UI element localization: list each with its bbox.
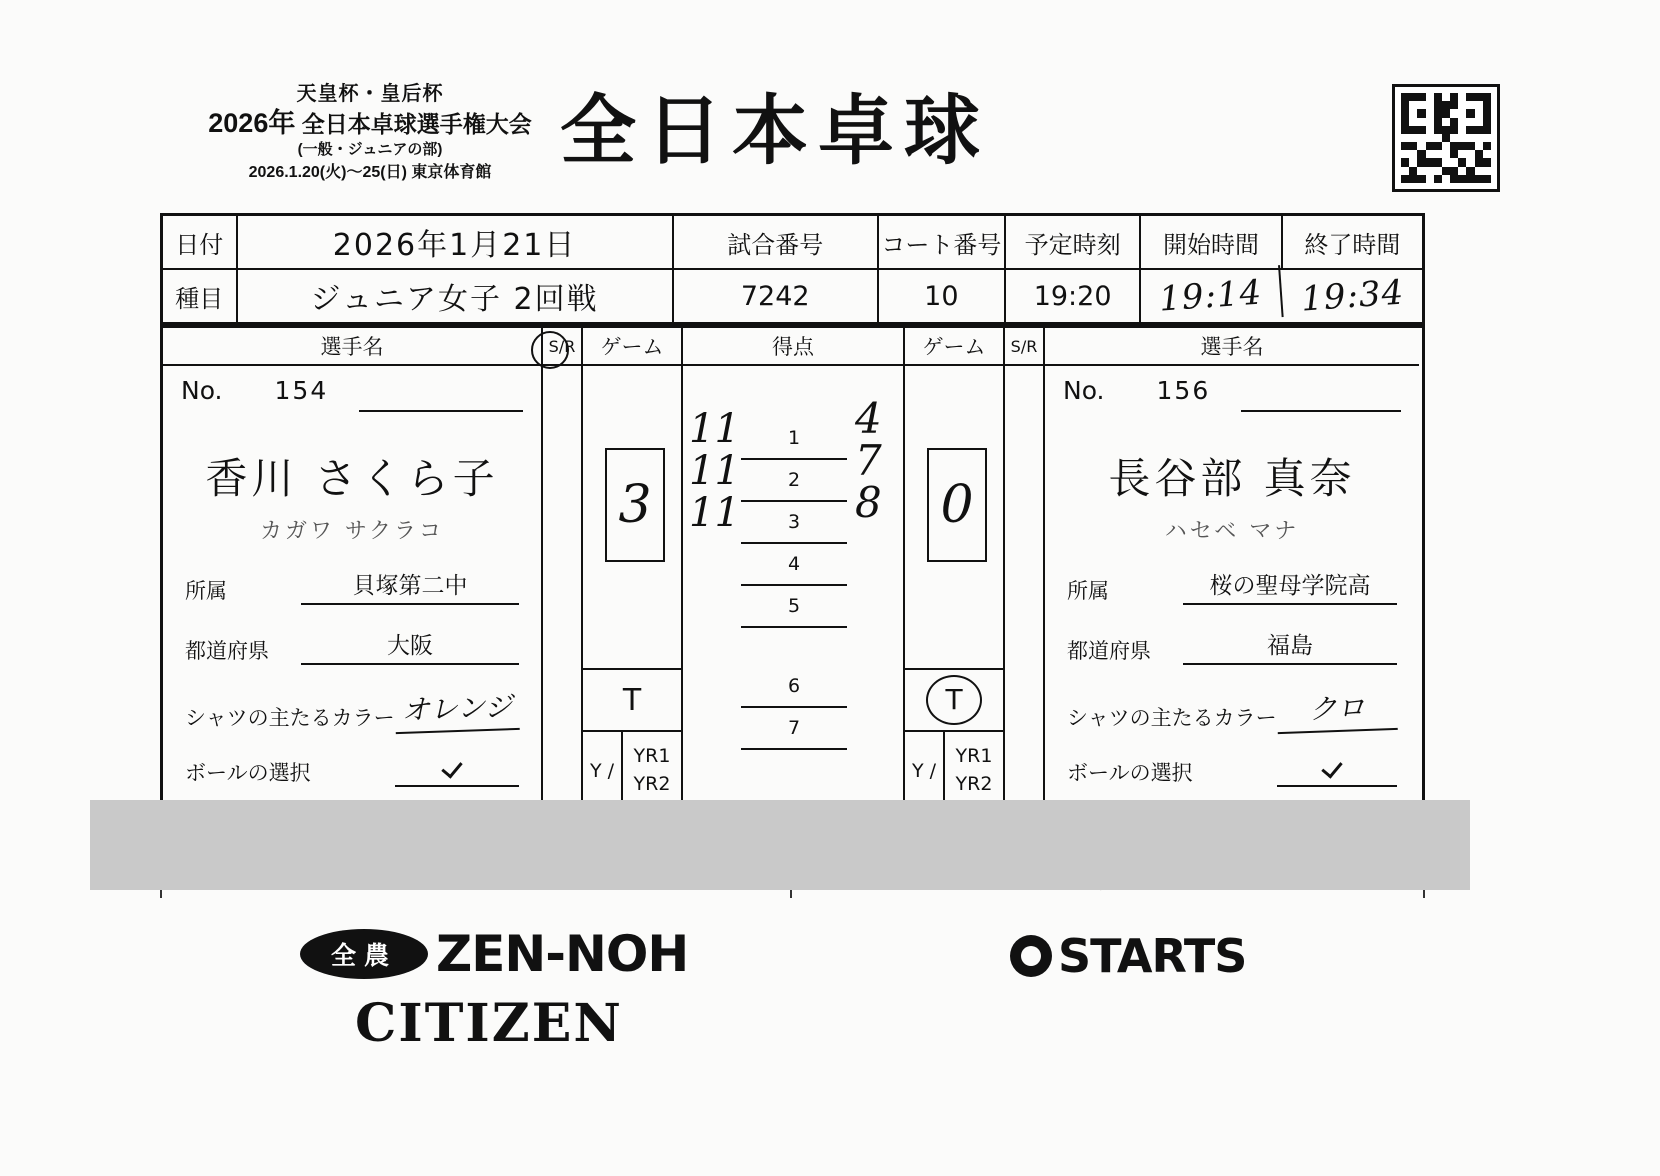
- game-row-1: 1: [741, 418, 847, 460]
- right-shirt-color-value: クロ: [1276, 685, 1397, 734]
- zennoh-mark: 全農: [300, 929, 428, 979]
- match-number-value: 7242: [674, 270, 879, 322]
- right-player-name-header: 選手名: [1045, 328, 1419, 366]
- left-prefecture-value: 大阪: [301, 627, 519, 665]
- right-yellow-card-label: Y /: [905, 732, 945, 808]
- court-number-value: 10: [879, 270, 1006, 322]
- right-sr-header: S/R: [1005, 328, 1043, 366]
- left-shirt-color-label: シャツの主たるカラー: [185, 706, 395, 730]
- left-player-name: 香川 さくら子: [205, 454, 499, 503]
- tournament-title-line: [200, 107, 540, 141]
- right-prefecture-row: [1067, 627, 1397, 665]
- left-prefecture-row: [185, 627, 519, 665]
- right-ball-choice-label: ボールの選択: [1067, 761, 1193, 785]
- zennoh-logo: [300, 925, 688, 983]
- match-info-table: [160, 213, 1425, 325]
- left-points-game-3: 11: [689, 490, 740, 536]
- left-yr-labels: [623, 742, 681, 798]
- right-ball-choice-row: [1067, 754, 1397, 787]
- tournament-cup-name: 天皇杯・皇后杯: [296, 83, 444, 105]
- right-game-score-box: [927, 448, 987, 562]
- left-player-panel: [163, 328, 543, 882]
- date-value: 2026年1月21日: [238, 216, 674, 268]
- right-shirt-color-row: [1067, 687, 1397, 732]
- start-time-value: 19:14: [1140, 265, 1285, 327]
- right-player-name: 長谷部 真奈: [1108, 454, 1356, 503]
- citizen-logo: CITIZEN: [355, 993, 623, 1054]
- right-player-kana: ハセベ マナ: [1164, 519, 1300, 544]
- left-no-underline: [359, 409, 523, 412]
- right-player-no: [1045, 366, 1419, 405]
- right-sr-column: [1005, 328, 1045, 882]
- start-time-label: 開始時間: [1141, 216, 1282, 268]
- game-row-5: 5: [741, 586, 847, 628]
- game-row-7: 7: [741, 708, 847, 750]
- left-game-header: ゲーム: [583, 328, 681, 366]
- left-no-label: No.: [181, 376, 223, 405]
- left-points-game-1: 11: [689, 406, 740, 452]
- left-affiliation-value: 貝塚第二中: [301, 567, 519, 605]
- tournament-info: [200, 82, 540, 183]
- checkmark-icon: [444, 754, 470, 776]
- right-yr-labels: [945, 742, 1003, 798]
- right-timeout-cell: [905, 668, 1003, 730]
- game-row-4: 4: [741, 544, 847, 586]
- left-player-no: [163, 366, 541, 405]
- left-points-game-2: 11: [689, 448, 740, 494]
- right-shirt-color-label: シャツの主たるカラー: [1067, 706, 1277, 730]
- starts-mark-icon: [1010, 935, 1052, 977]
- left-game-score-box: [605, 448, 665, 562]
- starts-logo: [1010, 929, 1246, 983]
- left-game-column: [583, 328, 683, 882]
- end-time-label: 終了時間: [1304, 230, 1401, 259]
- game-row-6: 6: [741, 666, 847, 708]
- right-prefecture-label: 都道府県: [1067, 639, 1151, 663]
- right-timeout-label: T: [926, 675, 982, 725]
- scheduled-time-value: 19:20: [1006, 270, 1142, 322]
- right-player-panel: [1045, 328, 1419, 882]
- right-no-underline: [1241, 409, 1401, 412]
- tournament-division: (一般・ジュニアの部): [297, 140, 443, 158]
- right-prefecture-value: 福島: [1183, 627, 1397, 665]
- right-no-value: 156: [1156, 376, 1211, 405]
- right-affiliation-value: 桜の聖母学院高: [1183, 567, 1397, 605]
- left-ball-choice-check: [395, 754, 519, 787]
- left-card-cell: [583, 730, 681, 808]
- left-sr-column: [543, 328, 583, 882]
- left-yr1-label: YR1: [633, 745, 671, 767]
- sr-circle-icon: [531, 331, 569, 369]
- right-ball-choice-check: [1277, 754, 1397, 787]
- left-sr-label: S/R: [548, 336, 576, 356]
- left-timeout-label: T: [622, 682, 642, 718]
- left-shirt-color-row: [185, 687, 519, 732]
- right-game-header: ゲーム: [905, 328, 1003, 366]
- event-logo-title: 全日本卓球: [560, 86, 990, 175]
- game-row-2: 2: [741, 460, 847, 502]
- qr-code-icon: [1392, 84, 1500, 192]
- info-row-event: [163, 268, 1422, 322]
- checkmark-icon: [1324, 754, 1350, 776]
- right-game-score: 0: [940, 475, 974, 535]
- tournament-name: 全日本卓球選手権大会: [301, 111, 532, 137]
- match-number-label: 試合番号: [674, 216, 879, 268]
- end-time-value: 19:34: [1299, 272, 1406, 320]
- tournament-dates-venue: 2026.1.20(火)〜25(日) 東京体育館: [248, 163, 492, 181]
- redaction-bar: [90, 800, 1470, 890]
- left-affiliation-row: [185, 567, 519, 605]
- scheduled-time-label: 予定時刻: [1006, 216, 1142, 268]
- left-ball-choice-row: [185, 754, 519, 787]
- right-points-game-2: 7: [855, 436, 882, 485]
- right-yr1-label: YR1: [955, 745, 993, 767]
- left-timeout-cell: [583, 668, 681, 730]
- left-yr2-label: YR2: [633, 773, 671, 795]
- date-label: 日付: [163, 216, 238, 268]
- left-ball-choice-label: ボールの選択: [185, 761, 311, 785]
- left-yellow-card-label: Y /: [583, 732, 623, 808]
- zennoh-text: ZEN-NOH: [436, 925, 689, 983]
- right-no-label: No.: [1063, 376, 1105, 405]
- left-sr-header: [543, 328, 581, 366]
- left-shirt-color-value: オレンジ: [394, 685, 519, 734]
- right-game-column: [905, 328, 1005, 882]
- right-points-game-1: 4: [855, 394, 882, 443]
- right-affiliation-label: 所属: [1067, 579, 1109, 603]
- starts-text: STARTS: [1058, 929, 1247, 983]
- left-player-kana: カガワ サクラコ: [259, 519, 445, 544]
- event-label: 種目: [163, 270, 238, 322]
- game-row-3: 3: [741, 502, 847, 544]
- left-affiliation-label: 所属: [185, 579, 227, 603]
- right-points-game-3: 8: [855, 478, 882, 527]
- tournament-year: 2026年: [208, 108, 296, 138]
- points-header: 得点: [683, 328, 903, 366]
- left-prefecture-label: 都道府県: [185, 639, 269, 663]
- right-yr2-label: YR2: [955, 773, 993, 795]
- info-row-date: [163, 216, 1422, 268]
- right-card-cell: [905, 730, 1003, 808]
- court-number-label: コート番号: [879, 216, 1006, 268]
- left-player-name-header: 選手名: [163, 328, 541, 366]
- right-affiliation-row: [1067, 567, 1397, 605]
- sponsor-logos: [0, 915, 1660, 1095]
- points-column: [683, 328, 905, 882]
- sheet-header: [160, 70, 1500, 195]
- left-no-value: 154: [274, 376, 329, 405]
- event-value: ジュニア女子 2回戦: [238, 270, 674, 322]
- left-game-score: 3: [618, 475, 652, 535]
